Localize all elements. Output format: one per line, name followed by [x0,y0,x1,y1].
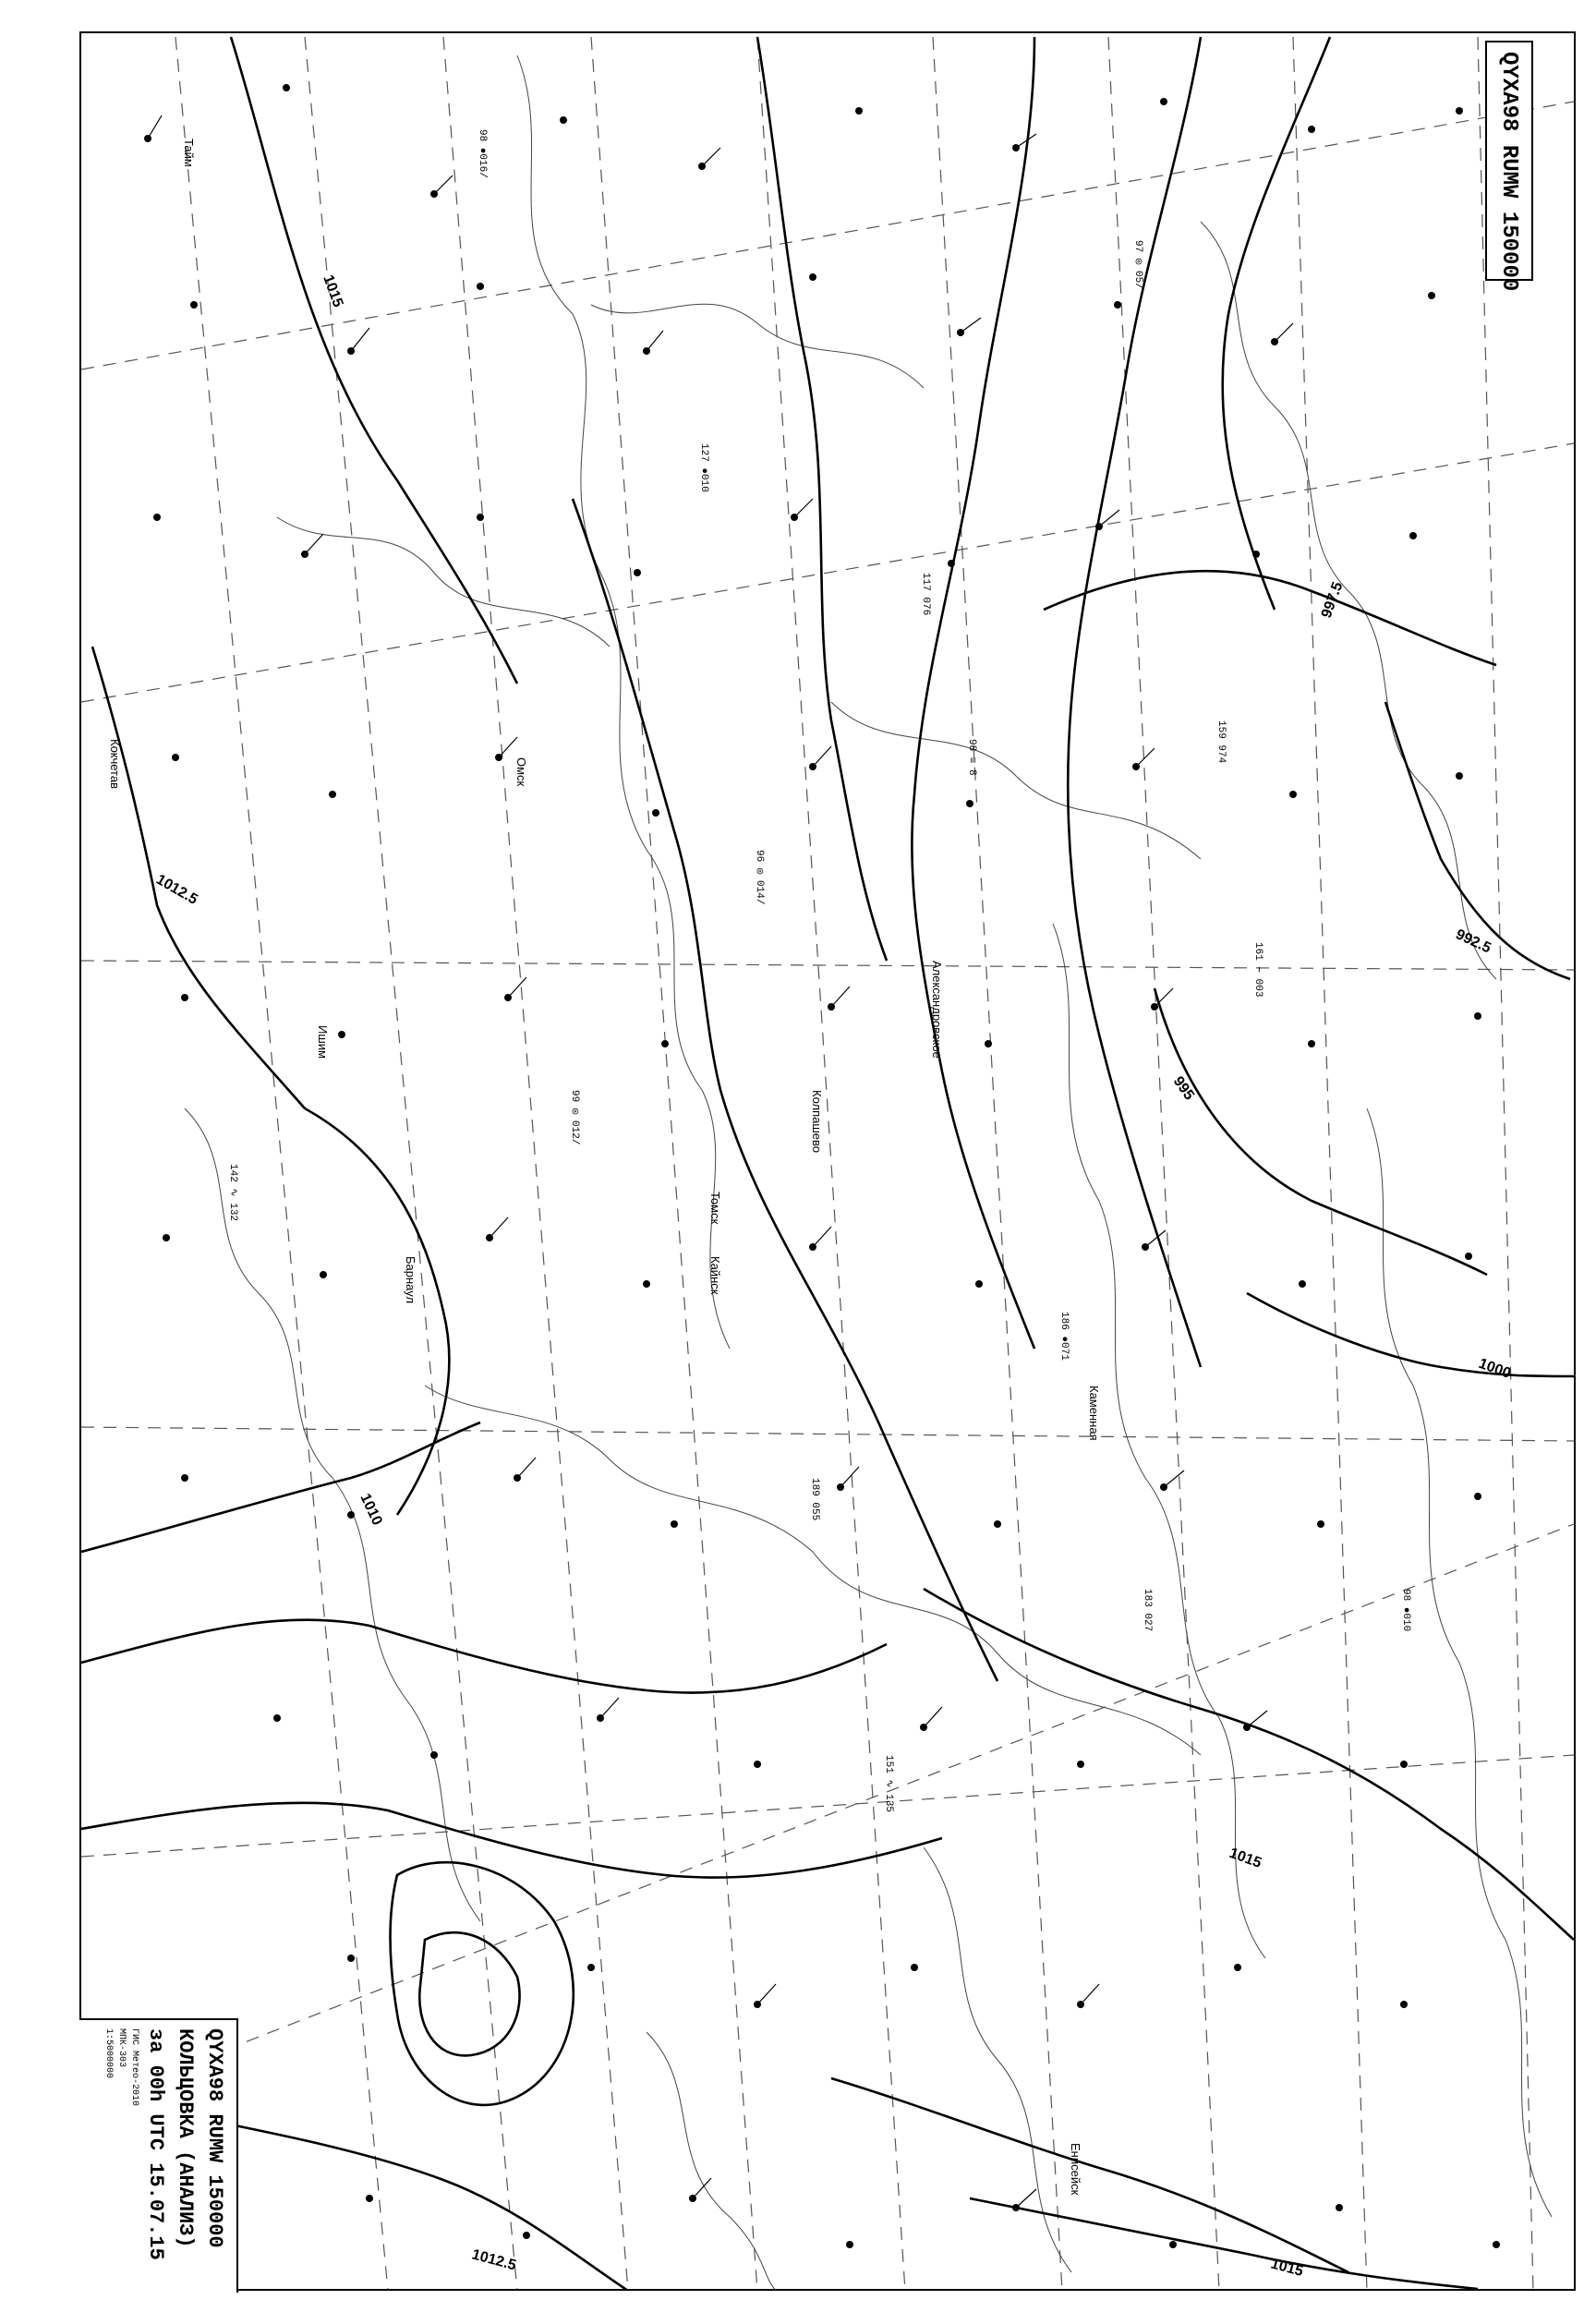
legend-software: ГИС Метео-2010 [129,2028,139,2107]
isobar-center-b [757,37,887,961]
station-name: Колпашево [810,1090,824,1154]
obs-group: 117 076 [920,573,931,616]
station-name: Кайнск [708,1256,722,1295]
legend-code: QYXA98 RUMW 150000 [203,2028,226,2248]
legend-time: за 00h UTC 15.07.15 [144,2028,167,2260]
station-name: Каменная [1087,1386,1101,1441]
obs-group: 142 ∿ 132 [227,1164,238,1222]
station-name: Омск [514,757,528,787]
isobar-1010 [81,1422,480,1552]
station-name: Кокчетав [108,739,122,790]
station-name: Барнаул [404,1256,417,1304]
obs-group: 189 055 [809,1478,820,1521]
isobar-label: 1012.5 [153,871,200,908]
isobar-label: 1010 [357,1491,385,1528]
isobar-south-c [185,2115,628,2291]
geographic-borders [185,55,1552,2300]
isobar-1012.5-west [92,647,305,1108]
legend-scale: 1:5000000 [103,2028,114,2079]
station-name: Ишим [316,1025,330,1059]
isobar-label: 992.5 [1453,926,1493,957]
isobar-label: 995 [1169,1073,1197,1104]
legend-projection: МПК-303 [116,2028,127,2068]
isobar-south-b [81,1803,942,1878]
isobar-label: 997.5 [1318,579,1347,621]
obs-group: 96 ◎ 014/ [754,850,765,905]
isobar-1015-east [924,1589,1574,1940]
isobar-low-center [391,1862,574,2105]
map-title-box [1485,41,1533,292]
obs-group: 98 ●016/ [477,129,488,178]
isobar-label: 1015 [1227,1845,1264,1871]
obs-group: 99 ◎ 012/ [569,1090,580,1145]
isobar-labels [153,273,1513,2281]
obs-group: 97 ◎ 05/ [1132,240,1143,289]
station-name: Тайм [182,139,196,167]
obs-group: 127 ●010 [698,443,709,492]
isobar-label: 1012.5 [469,2246,518,2274]
legend [102,2028,229,2260]
isobar-label: 1015 [320,272,346,309]
station-name: Томск [708,1192,722,1225]
isobar-label: 1015 [1268,2256,1305,2281]
isobar-label: 1000 [1476,1355,1513,1382]
isobar-995 [1155,988,1487,1275]
obs-group: 183 027 [1142,1589,1153,1632]
isobar-1012.5-south [831,2078,1348,2272]
station-names [108,139,1101,2196]
map-title: QYXA98 RUMW 150000 [1496,52,1522,292]
isobar-1015-top [231,37,517,684]
obs-group: 151 ∿ 135 [883,1755,894,1813]
obs-group: 161 ∼ 003 [1252,942,1264,998]
obs-group: 98 ≡ 8 [966,739,977,776]
isobar-south-a [81,1620,887,1693]
obs-group: 159 974 [1215,720,1227,764]
legend-product: КОЛЬЦОВКА (АНАЛИЗ) [174,2028,197,2248]
isobar-low-inner [419,1932,519,2055]
station-name: Александровское [930,961,944,1059]
obs-group: 98 ●010 [1400,1589,1411,1632]
isobars [81,37,1574,2291]
isobar-main-west [305,1108,449,1515]
isobar-east-a [1068,37,1201,1367]
isobar-center-a [573,499,998,1681]
isobar-center-c [912,37,1034,1349]
wind-barbs [148,115,1293,2208]
station-name: Енисейск [1069,2143,1082,2196]
isobar-1000 [1247,1293,1574,1376]
station-marks [144,84,1500,2248]
obs-group: 186 ●071 [1058,1312,1070,1361]
lat-lon-grid [81,37,1574,2291]
isobar-997.5 [1044,571,1496,665]
